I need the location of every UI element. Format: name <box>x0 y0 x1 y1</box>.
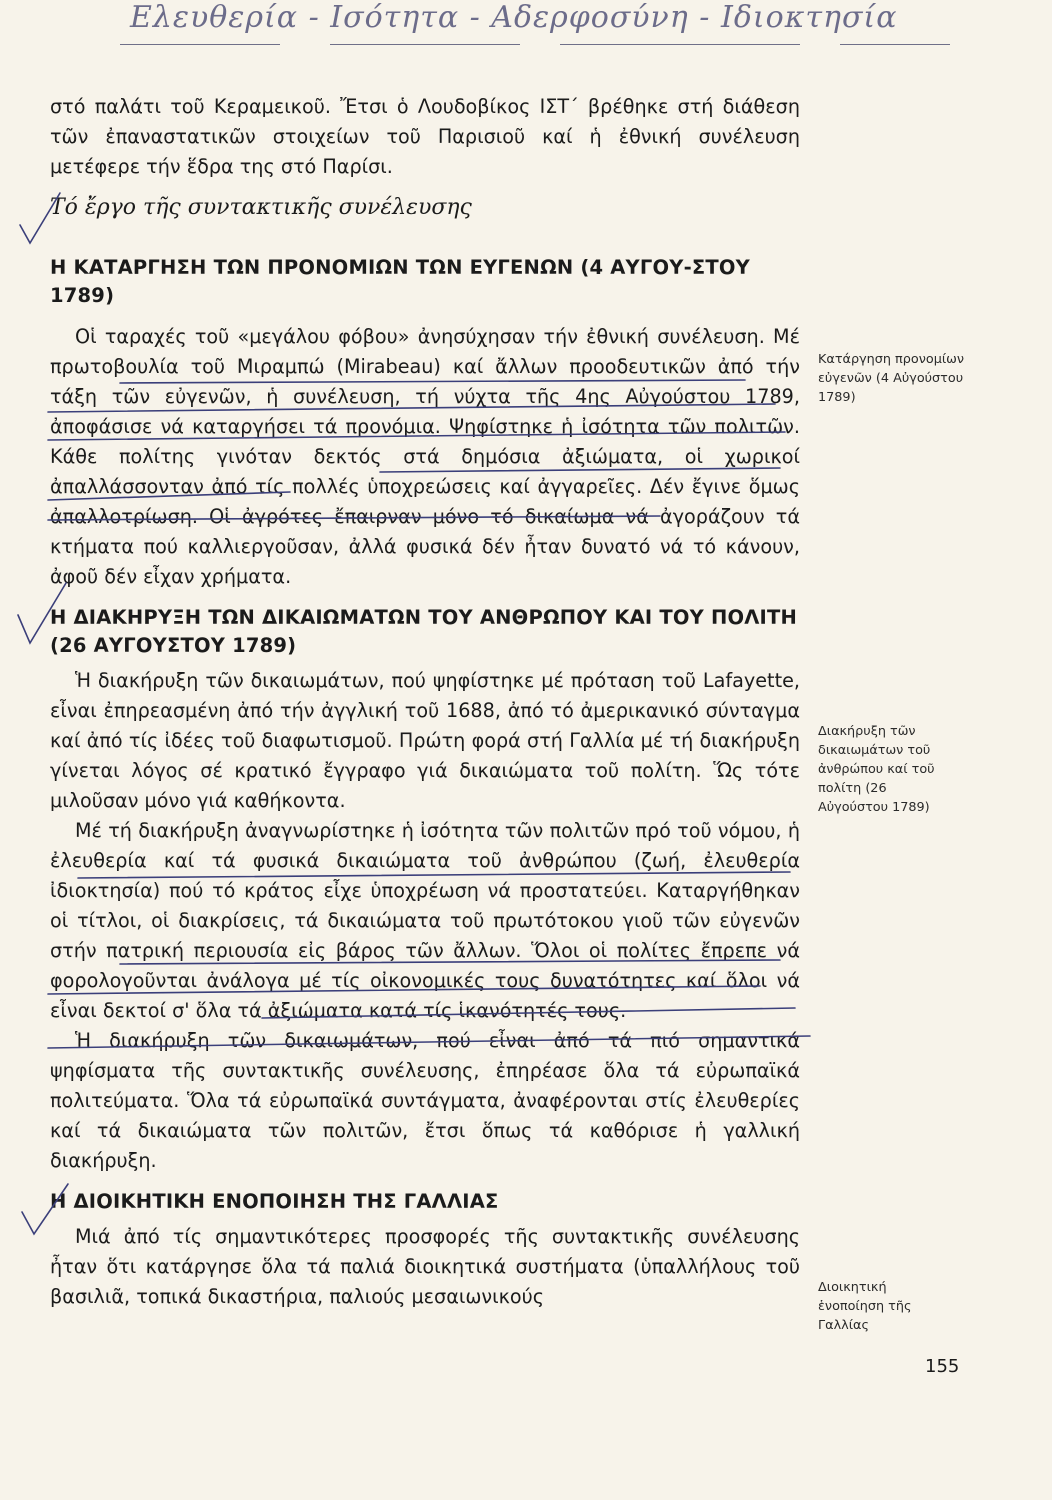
intro-paragraph: στό παλάτι τοῦ Κεραμεικοῦ. Ἔτσι ὁ Λουδοβίκος ΙΣΤ΄ βρέθηκε στή διάθεση τῶν ἐπαναστατικῶν στοιχείων τοῦ Παρισιοῦ καί ἡ ἐθνική συνέλευση μετέφερε τήν ἕδρα της στό Παρίσι. <box>50 95 800 178</box>
section-heading-administration: Η ΔΙΟΙΚΗΤΙΚΗ ΕΝΟΠΟΙΗΣΗ ΤΗΣ ΓΑΛΛΙΑΣ <box>50 1190 499 1213</box>
paragraph-declaration-3: Ἡ διακήρυξη τῶν δικαιωμάτων, πού εἶναι ἀπό τά πιό σημαντικά ψηφίσματα τῆς συντακτικῆς συνέλευσης, ἐπηρέασε ὅλα τά εὐρωπαϊκά πολιτεύματα. Ὅλα τά εὐρωπαϊκά συντάγματα, ἀναφέρονται στίς ἐλευθερίες καί τά δικαιώματα τῶν πολιτῶν, ἔτσι ὅπως τά καθόρισε ἡ γαλλική διακήρυξη. <box>50 1029 800 1172</box>
paragraph-privileges: Οἱ ταραχές τοῦ «μεγάλου φόβου» ἀνησύχησαν τήν ἐθνική συνέλευση. Μέ πρωτοβουλία τοῦ Μιραμπώ (Mirabeau) καί ἄλλων προοδευτικῶν ἀπό τήν τάξη τῶν εὐγενῶν, ἡ συνέλευση, τή νύχτα τῆς 4ης Αὐγούστου 1789, ἀποφάσισε νά καταργήσει τά προνόμια. Ψηφίστηκε ἡ ἰσότητα τῶν πολιτῶν. Κάθε πολίτης γινόταν δεκτός στά δημόσια ἀξιώματα, οἱ χωρικοί ἀπαλλάσσονταν ἀπό τίς πολλές ὑποχρεώσεις καί ἀγγαρεῖες. Δέν ἔγινε ὅμως ἀπαλλοτρίωση. Οἱ ἀγρότες ἔπαιρναν μόνο τό δικαίωμα νά ἀγοράζουν τά κτήματα πού καλλιεργοῦσαν, ἀλλά φυσικά δέν ἦταν δυνατό νά τό κάνουν, ἀφοῦ δέν εἶχαν χρήματα. <box>50 325 800 588</box>
page-number: 155 <box>925 1356 960 1377</box>
paragraph-administration: Μιά ἀπό τίς σημαντικότερες προσφορές τῆς συντακτικῆς συνέλευσης ἦταν ὅτι κατάργησε ὅλα τά παλιά διοικητικά συστήματα (ὑπαλλήλους τοῦ βασιλιᾶ, τοπικά δικαστήρια, παλιούς μεσαιωνικούς <box>50 1225 800 1308</box>
margin-note-administration: Διοικητική ἑνοποίηση τῆς Γαλλίας <box>818 1280 912 1333</box>
title-rule <box>120 44 280 45</box>
margin-note-privileges: Κατάργηση προνομίων εὐγενῶν (4 Αὐγούστου 1789) <box>818 352 965 405</box>
section-heading-privileges: Η ΚΑΤΑΡΓΗΣΗ ΤΩΝ ΠΡΟΝΟΜΙΩΝ ΤΩΝ ΕΥΓΕΝΩΝ (4 ΑΥΓΟΥ-ΣΤΟΥ 1789) <box>50 256 750 307</box>
paragraph-declaration-2: Μέ τή διακήρυξη ἀναγνωρίστηκε ἡ ἰσότητα τῶν πολιτῶν πρό τοῦ νόμου, ἡ ἐλευθερία καί τά φυσικά δικαιώματα τοῦ ἀνθρώπου (ζωή, ἐλευθερία ἰδιοκτησία) πού τό κράτος εἶχε ὑποχρέωση νά προστατεύει. Καταργήθηκαν οἱ τίτλοι, οἱ διακρίσεις, τά δικαιώματα τοῦ πρωτότοκου γιοῦ τῶν εὐγενῶν στήν πατρική περιουσία εἰς βάρος τῶν ἄλλων. Ὅλοι οἱ πολίτες ἔπρεπε νά φορολογοῦνται ἀνάλογα μέ τίς οἰκονομικές τους δυνατότητες καί ὅλοι νά εἶναι δεκτοί σ' ὅλα τά ἀξιώματα κατά τίς ἱκανότητές τους. <box>50 819 800 1022</box>
subheading: Τό ἔργο τῆς συντακτικῆς συνέλευσης <box>50 195 472 220</box>
margin-note-declaration: Διακήρυξη τῶν δικαιωμάτων τοῦ ἀνθρώπου καί τοῦ πολίτη (26 Αὐγούστου 1789) <box>818 724 935 815</box>
main-text-column <box>50 92 800 1312</box>
section-heading-declaration: Η ΔΙΑΚΗΡΥΞΗ ΤΩΝ ΔΙΚΑΙΩΜΑΤΩΝ ΤΟΥ ΑΝΘΡΩΠΟΥ ΚΑΙ ΤΟΥ ΠΟΛΙΤΗ (26 ΑΥΓΟΥΣΤΟΥ 1789) <box>50 606 798 657</box>
title-rule <box>330 44 520 45</box>
paragraph-declaration-1: Ἡ διακήρυξη τῶν δικαιωμάτων, πού ψηφίστηκε μέ πρόταση τοῦ Lafayette, εἶναι ἐπηρεασμένη ἀπό τήν ἀγγλική τοῦ 1688, ἀπό τό ἀμερικανικό σύνταγμα καί ἀπό τίς ἰδέες τοῦ διαφωτισμοῦ. Πρώτη φορά στή Γαλλία μέ τή διακήρυξη γίνεται λόγος σέ κρατικό ἔγγραφο γιά δικαιώματα τοῦ πολίτη. Ὥς τότε μιλοῦσαν μόνο γιά καθήκοντα. <box>50 669 800 812</box>
handwritten-title: Ελευθερία - Ισότητα - Αδερφοσύνη - Ιδιοκτησία <box>130 0 898 35</box>
title-rule <box>560 44 800 45</box>
title-rule <box>840 44 950 45</box>
